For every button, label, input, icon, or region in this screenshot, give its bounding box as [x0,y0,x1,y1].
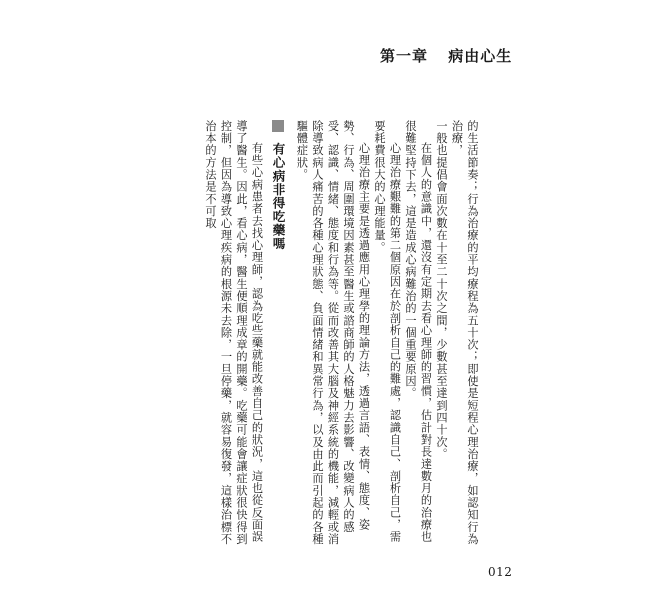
section-heading-text: 有心病非得吃藥嗎 [271,142,286,251]
paragraph: 心理治療艱難的第二個原因在於剖析自己的難處，認識自己、剖析自己，需要耗費很大的心理能量。 [373,120,402,544]
section-marker-icon [272,120,284,132]
chapter-title: 病由心生 [448,47,513,65]
paragraph: 在個人的意識中，還沒有定期去看心理師的習慣，估計對長達數月的治療也很難堅持下去，這是造成心病難治的一個重要原因。 [404,120,433,544]
running-head [380,45,620,66]
paragraph: 一般也提倡會面次數在十至二十次之間，少數甚至達到四十次。 [435,120,448,461]
paragraph: 心理治療主要是透過應用心理學的理論方法，透過言語、表情、態度、姿勢、行為、周圍環境因素甚至醫生或諮商師的人格魅力去影響、改變病人的感受、認識、情緒、態度和行為等。從而改善其大腦及神經系統的機能，減輕或消除導致病人痛苦的各種心理狀態、負面情緒和異常行為，以及由此而引起的各種驅體症狀。 [295,120,371,546]
section-heading [271,120,287,550]
page-number: 012 [488,565,513,579]
chapter-label: 第一章 [380,47,429,65]
body-text [160,120,480,550]
paragraph: 有些心病患者去找心理師，認為吃些藥就能改善自己的狀況，這也從反面誤導了醫生。因此，看心病，醫生便順理成章的開藥。吃藥可能會讓症狀很快得到控制，但因為導致心理疾病的根源未去除，一旦停藥，就容易復發，這樣治標不治本的方法是不可取 [204,120,264,546]
paragraph: 的生活節奏；行為治療的平均療程為五十次；即使是短程心理治療，如認知行為治療， [450,120,479,546]
